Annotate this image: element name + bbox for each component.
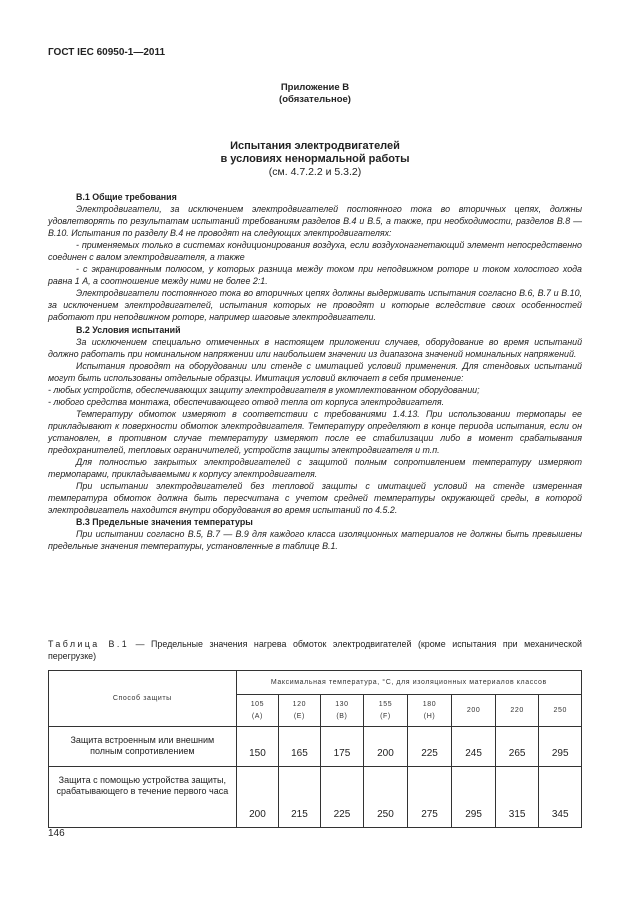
- document-body: [48, 191, 582, 552]
- class-temperature: 180: [422, 700, 437, 708]
- temperature-limits-table: [48, 670, 582, 828]
- class-letter: (В): [336, 712, 348, 720]
- paragraph: Электродвигатели постоянного тока во вторичных цепях должны выдерживать испытания согласно В.6, В.7 и В.10, за исключением электродвигателей, испытания которых не проводят и которые вследствие своих особенностей работают при неподвижном роторе, например шаговые электродвигатели.: [48, 288, 582, 323]
- temperature-value: 175: [320, 727, 364, 767]
- class-header-cell: [364, 695, 408, 727]
- title-line-1: Испытания электродвигателей: [230, 140, 400, 152]
- class-letter: (Н): [423, 712, 436, 720]
- list-item: - с экранированным полюсом, у которых разница между током при неподвижном роторе и током холостого хода равна 1 А, а соотношение между ними не более 2:1.: [48, 264, 582, 287]
- temperature-value: 265: [495, 727, 539, 767]
- temperature-value: 215: [279, 767, 320, 828]
- list-item: - любого средства монтажа, обеспечивающего отвод тепла от корпуса электродвигателя.: [48, 396, 445, 407]
- class-temperature: 120: [292, 700, 307, 708]
- paragraph: Температуру обмоток измеряют в соответствии с требованиями 1.4.13. При использовании термопары ее прикладывают к поверхности обмоток электродвигателя. Температуру определяют в конце периода испытания, если он установлен, в противном случае температуру измеряют после ее стабилизации либо в момент срабатывания предохранителей, тепловых ограничителей, устройств защиты электродвигателя и т.п.: [48, 408, 582, 455]
- class-header-cell: [320, 695, 364, 727]
- temperature-header: Максимальная температура, °С, для изоляционных материалов классов: [270, 679, 547, 686]
- title-line-2: в условиях ненормальной работы: [220, 153, 410, 165]
- document-title: [0, 140, 630, 179]
- class-temperature: 130: [335, 700, 349, 708]
- method-header: Способ защиты: [112, 695, 172, 702]
- list-item: - применяемых только в системах кондиционирования воздуха, если воздухонагнетающий элемент непосредственно соединен с валом электродвигателя, а также: [48, 240, 582, 263]
- class-temperature: 220: [510, 706, 524, 714]
- table-row: [49, 727, 582, 767]
- class-letter: (Е): [293, 712, 305, 720]
- standard-header: ГОСТ IEC 60950-1—2011: [48, 47, 166, 58]
- class-header-cell: [236, 695, 279, 727]
- class-header-cell: [407, 695, 452, 727]
- method-header-cell: [49, 671, 237, 727]
- class-header-cell: [279, 695, 320, 727]
- page-number: 146: [48, 828, 65, 839]
- section-b2-heading: В.2 Условия испытаний: [76, 324, 181, 335]
- temperature-value: 200: [236, 767, 279, 828]
- temperature-value: 245: [452, 727, 496, 767]
- temperature-value: 165: [279, 727, 320, 767]
- list-item: - любых устройств, обеспечивающих защиту электродвигателя в укомплектованном оборудовании;: [48, 384, 480, 395]
- class-header-cell: [452, 695, 496, 727]
- appendix-title: Приложение В: [280, 82, 350, 93]
- class-temperature: 250: [553, 706, 567, 714]
- table-caption-text: — Предельные значения нагрева обмоток электродвигателей (кроме испытания при механической перегрузке): [48, 639, 583, 661]
- temperature-value: 315: [495, 767, 539, 828]
- protection-method: Защита встроенным или внешним полным сопротивлением: [49, 727, 237, 767]
- temperature-value: 295: [452, 767, 496, 828]
- appendix-status: (обязательное): [279, 94, 351, 105]
- temperature-value: 345: [539, 767, 582, 828]
- temperature-value: 225: [320, 767, 364, 828]
- class-header-cell: [539, 695, 582, 727]
- section-b1-heading: В.1 Общие требования: [76, 192, 177, 202]
- title-reference: (см. 4.7.2.2 и 5.3.2): [268, 166, 362, 178]
- temperature-value: 295: [539, 727, 582, 767]
- paragraph: Для полностью закрытых электродвигателей с защитой полным сопротивлением температуру измеряют термопарами, прикладываемыми к корпусу электродвигателя.: [48, 457, 582, 480]
- section-b3-heading: В.3 Предельные значения температуры: [76, 517, 253, 528]
- paragraph: Электродвигатели, за исключением электродвигателей постоянного тока во вторичных цепях, должны удовлетворять по результатам испытаний требованиям разделов В.4 и В.5, а также, при необходимости, разделов В.8 — В.10. Испытания по разделу В.4 не проводят на следующих электродвигателях:: [48, 204, 582, 239]
- class-temperature: 155: [378, 700, 393, 708]
- table-row: [49, 767, 582, 828]
- class-temperature: 200: [466, 706, 481, 714]
- temperature-value: 225: [407, 727, 452, 767]
- paragraph: Испытания проводят на оборудовании или стенде с имитацией условий применения. Для стендовых испытаний могут быть использованы отдельные образцы. Имитация условий включает в себя применение:: [48, 360, 582, 383]
- temperature-value: 200: [364, 727, 408, 767]
- table-caption-label: Таблица В.1: [48, 639, 130, 649]
- table-caption: [48, 638, 582, 662]
- protection-method: Защита с помощью устройства защиты, срабатывающего в течение первого часа: [49, 767, 237, 828]
- class-letter: (F): [380, 712, 391, 720]
- class-header-cell: [495, 695, 539, 727]
- paragraph: При испытании электродвигателей без тепловой защиты с имитацией условий на стенде измеренная температура обмоток должна быть пересчитана с учетом средней температуры окружающей среды, в которой электродвигатель находится внутри оборудования во время испытаний по 4.5.2.: [48, 481, 582, 516]
- class-letter: (А): [251, 712, 263, 720]
- class-temperature: 105: [250, 700, 265, 708]
- temperature-value: 250: [364, 767, 408, 828]
- paragraph: При испытании согласно В.5, В.7 — В.9 для каждого класса изоляционных материалов не должны быть превышены предельные значения температуры, установленные в таблице В.1.: [48, 529, 582, 552]
- paragraph: За исключением специально отмеченных в настоящем приложении случаев, оборудование во время испытаний должно работать при номинальном напряжении или наибольшем значении из диапазона значений номинальных напряжений.: [48, 336, 582, 359]
- appendix-heading: [0, 82, 630, 106]
- temperature-value: 150: [236, 727, 279, 767]
- temperature-value: 275: [407, 767, 452, 828]
- temperature-header-cell: [236, 671, 581, 695]
